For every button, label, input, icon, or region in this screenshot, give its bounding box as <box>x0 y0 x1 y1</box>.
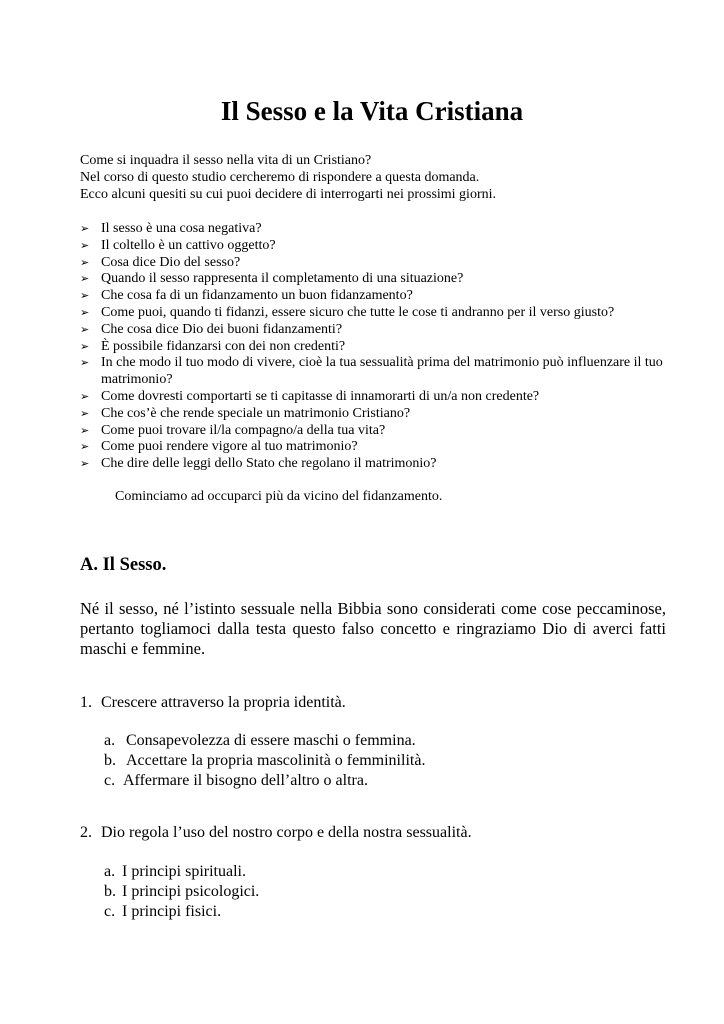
question-text: Che cos’è che rende speciale un matrimonio Cristiano? <box>101 405 411 421</box>
arrow-bullet-icon: ➢ <box>80 457 90 471</box>
closing-line: Cominciamo ad occuparci più da vicino del fidanzamento. <box>115 489 443 504</box>
sub-point-item <box>104 882 259 902</box>
question-item <box>80 238 680 255</box>
document-title: Il Sesso e la Vita Cristiana <box>220 96 524 126</box>
sub-point-letter: c. <box>104 903 116 920</box>
question-text: Come dovresti comportarti se ti capitasse di innamorarti di un/a non credente? <box>101 388 540 404</box>
arrow-bullet-icon: ➢ <box>80 423 90 437</box>
sub-point-letter: a. <box>104 732 116 749</box>
arrow-bullet-icon: ➢ <box>80 255 90 269</box>
question-item <box>80 389 680 406</box>
question-text: Il sesso è una cosa negativa? <box>101 221 262 236</box>
question-item <box>80 423 680 440</box>
question-text: Che cosa fa di un fidanzamento un buon fidanzamento? <box>101 288 413 304</box>
question-item <box>80 271 680 288</box>
sub-point-text: Consapevolezza di essere maschi o femmina. <box>126 732 416 749</box>
question-item <box>80 255 680 272</box>
point-number: 2. <box>80 824 92 841</box>
arrow-bullet-icon: ➢ <box>80 440 90 454</box>
sub-point-letter: c. <box>104 772 116 789</box>
intro-line: Come si inquadra il sesso nella vita di un Cristiano? <box>80 153 372 168</box>
question-item <box>80 456 680 473</box>
question-text: Il coltello è un cattivo oggetto? <box>101 237 276 253</box>
point-text: Dio regola l’uso del nostro corpo e della nostra sessualità. <box>101 824 472 841</box>
sub-point-text: I principi spirituali. <box>122 863 246 880</box>
arrow-bullet-icon: ➢ <box>80 305 90 319</box>
arrow-bullet-icon: ➢ <box>80 238 90 252</box>
question-item <box>80 439 680 456</box>
sub-point-list <box>104 731 425 791</box>
question-item <box>80 322 680 339</box>
arrow-bullet-icon: ➢ <box>80 406 90 420</box>
arrow-bullet-icon: ➢ <box>80 289 90 303</box>
sub-point-letter: b. <box>104 883 116 900</box>
question-text: Quando il sesso rappresenta il completamento di una situazione? <box>101 271 464 287</box>
question-item <box>80 221 680 238</box>
sub-point-letter: a. <box>104 863 116 880</box>
section-heading: A. Il Sesso. <box>80 555 167 575</box>
sub-point-text: Accettare la propria mascolinità o femminilità. <box>126 752 426 769</box>
question-item <box>80 406 680 423</box>
sub-point-item <box>104 731 425 751</box>
point-number: 1. <box>80 694 92 711</box>
arrow-bullet-icon: ➢ <box>80 356 90 370</box>
arrow-bullet-icon: ➢ <box>80 322 90 336</box>
question-text: Come puoi rendere vigore al tuo matrimonio? <box>101 439 358 455</box>
question-item <box>80 288 680 305</box>
point-text: Crescere attraverso la propria identità. <box>101 694 346 711</box>
sub-point-text: Affermare il bisogno dell’altro o altra. <box>123 772 368 789</box>
question-text: In che modo il tuo modo di vivere, cioè la tua sessualità prima del matrimonio può influenzare il tuo matrimonio? <box>101 355 663 388</box>
sub-point-item <box>104 751 425 771</box>
question-text: Come puoi trovare il/la compagno/a della tua vita? <box>101 422 386 438</box>
sub-point-text: I principi fisici. <box>122 903 222 920</box>
question-item <box>80 355 680 389</box>
question-item <box>80 339 680 356</box>
sub-point-item <box>104 902 259 922</box>
question-text: Che cosa dice Dio dei buoni fidanzamenti? <box>101 321 343 337</box>
section-paragraph: Né il sesso, né l’istinto sessuale nella Bibbia sono considerati come cose peccaminose, pertanto togliamoci dalla testa questo falso concetto e ringraziamo Dio di averci fatti maschi e femmine. <box>80 599 666 658</box>
arrow-bullet-icon: ➢ <box>80 272 90 286</box>
sub-point-item <box>104 771 425 791</box>
arrow-bullet-icon: ➢ <box>80 339 90 353</box>
question-item <box>80 305 680 322</box>
intro-line: Ecco alcuni quesiti su cui puoi decidere di interrogarti nei prossimi giorni. <box>80 187 497 202</box>
sub-point-list <box>104 862 259 922</box>
intro-line: Nel corso di questo studio cercheremo di rispondere a questa domanda. <box>80 170 480 185</box>
question-text: Cosa dice Dio del sesso? <box>101 254 241 270</box>
question-text: Che dire delle leggi dello Stato che regolano il matrimonio? <box>101 456 437 472</box>
question-text: È possibile fidanzarsi con dei non credenti? <box>101 338 346 354</box>
numbered-point <box>80 693 346 713</box>
question-list <box>80 221 680 473</box>
question-text: Come puoi, quando ti fidanzi, essere sicuro che tutte le cose ti andranno per il verso giusto? <box>101 304 615 320</box>
arrow-bullet-icon: ➢ <box>80 222 90 235</box>
sub-point-letter: b. <box>104 752 116 769</box>
intro-block <box>80 152 680 203</box>
arrow-bullet-icon: ➢ <box>80 389 90 403</box>
sub-point-text: I principi psicologici. <box>122 883 260 900</box>
sub-point-item <box>104 862 259 882</box>
numbered-point <box>80 823 472 843</box>
